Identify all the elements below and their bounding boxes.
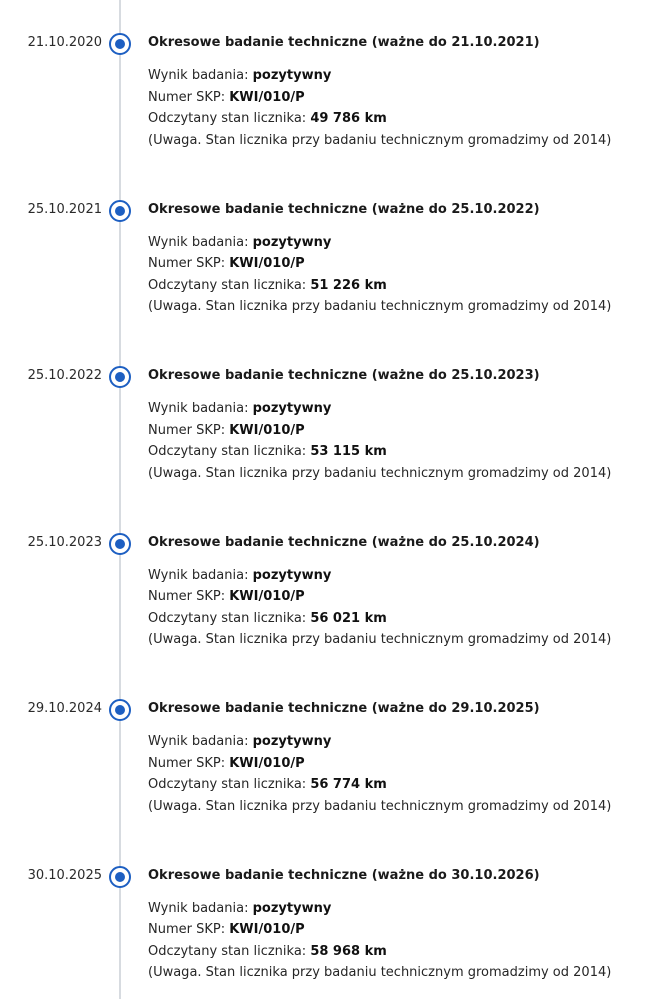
timeline-marker-icon bbox=[109, 200, 131, 222]
timeline-event bbox=[0, 843, 663, 1003]
skp-value: KWI/010/P bbox=[229, 256, 305, 271]
timeline-marker-icon bbox=[109, 33, 131, 55]
marker-dot bbox=[115, 39, 125, 49]
event-title: Okresowe badanie techniczne (ważne do 25.10.2023) bbox=[148, 368, 540, 383]
skp-line bbox=[148, 87, 611, 109]
skp-label: Numer SKP: bbox=[148, 422, 230, 438]
timeline-event bbox=[0, 510, 663, 670]
result-value: pozytywny bbox=[252, 401, 332, 416]
note-line: (Uwaga. Stan licznika przy badaniu technicznym gromadzimy od 2014) bbox=[148, 465, 612, 481]
result-label: Wynik badania: bbox=[148, 900, 253, 916]
note-line: (Uwaga. Stan licznika przy badaniu technicznym gromadzimy od 2014) bbox=[148, 798, 612, 814]
odometer-value: 56 021 km bbox=[310, 610, 387, 626]
event-date: 29.10.2024 bbox=[27, 701, 102, 716]
skp-line bbox=[148, 919, 611, 941]
result-label: Wynik badania: bbox=[148, 234, 253, 250]
odometer-line bbox=[148, 941, 611, 963]
result-value: pozytywny bbox=[252, 234, 332, 250]
result-line bbox=[148, 232, 611, 254]
skp-label: Numer SKP: bbox=[148, 89, 230, 105]
skp-value: KWI/010/P bbox=[229, 755, 305, 771]
timeline-marker-icon bbox=[109, 366, 131, 388]
result-line bbox=[148, 898, 611, 920]
event-date: 25.10.2021 bbox=[27, 201, 102, 217]
result-label: Wynik badania: bbox=[148, 734, 253, 749]
marker-dot bbox=[115, 539, 125, 549]
event-details bbox=[148, 65, 611, 151]
odometer-value: 58 968 km bbox=[310, 943, 387, 959]
timeline-marker-icon bbox=[109, 533, 131, 555]
result-value: pozytywny bbox=[252, 68, 332, 83]
event-date: 25.10.2022 bbox=[27, 368, 102, 383]
event-details bbox=[148, 232, 611, 318]
event-title: Okresowe badanie techniczne (ważne do 30.10.2026) bbox=[148, 867, 540, 883]
skp-value: KWI/010/P bbox=[229, 589, 305, 604]
odometer-label: Odczytany stan licznika: bbox=[148, 277, 311, 293]
skp-value: KWI/010/P bbox=[229, 89, 305, 105]
odometer-line bbox=[148, 108, 611, 130]
timeline-marker-icon bbox=[109, 699, 131, 721]
marker-dot bbox=[115, 372, 125, 382]
note-line: (Uwaga. Stan licznika przy badaniu technicznym gromadzimy od 2014) bbox=[148, 632, 612, 647]
odometer-label: Odczytany stan licznika: bbox=[148, 111, 311, 126]
marker-dot bbox=[115, 206, 125, 216]
event-details bbox=[148, 398, 611, 484]
event-date: 25.10.2023 bbox=[27, 534, 102, 550]
odometer-value: 51 226 km bbox=[310, 277, 387, 293]
note-line: (Uwaga. Stan licznika przy badaniu technicznym gromadzimy od 2014) bbox=[148, 132, 612, 148]
event-title: Okresowe badanie techniczne (ważne do 25.10.2022) bbox=[148, 201, 540, 217]
event-details bbox=[148, 731, 611, 817]
event-date: 21.10.2020 bbox=[27, 35, 102, 50]
skp-line bbox=[148, 753, 611, 775]
skp-label: Numer SKP: bbox=[148, 256, 230, 271]
skp-line bbox=[148, 420, 611, 442]
result-line bbox=[148, 731, 611, 753]
skp-line bbox=[148, 586, 611, 608]
event-details bbox=[148, 565, 611, 651]
skp-value: KWI/010/P bbox=[229, 422, 305, 438]
skp-line bbox=[148, 253, 611, 275]
timeline-event bbox=[0, 177, 663, 337]
odometer-label: Odczytany stan licznika: bbox=[148, 444, 311, 459]
result-line bbox=[148, 565, 611, 587]
odometer-line bbox=[148, 441, 611, 463]
result-value: pozytywny bbox=[252, 567, 332, 583]
marker-dot bbox=[115, 872, 125, 882]
skp-label: Numer SKP: bbox=[148, 922, 230, 937]
odometer-line bbox=[148, 275, 611, 297]
note-line: (Uwaga. Stan licznika przy badaniu technicznym gromadzimy od 2014) bbox=[148, 299, 612, 314]
timeline-event bbox=[0, 343, 663, 503]
result-value: pozytywny bbox=[252, 734, 332, 749]
odometer-value: 49 786 km bbox=[310, 111, 387, 126]
skp-label: Numer SKP: bbox=[148, 755, 230, 771]
odometer-label: Odczytany stan licznika: bbox=[148, 610, 311, 626]
skp-value: KWI/010/P bbox=[229, 922, 305, 937]
result-value: pozytywny bbox=[252, 900, 332, 916]
odometer-value: 53 115 km bbox=[310, 444, 387, 459]
event-date: 30.10.2025 bbox=[27, 867, 102, 883]
event-details bbox=[148, 898, 611, 984]
result-line bbox=[148, 398, 611, 420]
skp-label: Numer SKP: bbox=[148, 589, 230, 604]
odometer-line bbox=[148, 608, 611, 630]
result-label: Wynik badania: bbox=[148, 68, 253, 83]
event-title: Okresowe badanie techniczne (ważne do 29.10.2025) bbox=[148, 701, 540, 716]
marker-dot bbox=[115, 705, 125, 715]
event-title: Okresowe badanie techniczne (ważne do 21.10.2021) bbox=[148, 35, 540, 50]
odometer-label: Odczytany stan licznika: bbox=[148, 943, 311, 959]
result-label: Wynik badania: bbox=[148, 567, 253, 583]
timeline-event bbox=[0, 676, 663, 836]
timeline-marker-icon bbox=[109, 866, 131, 888]
timeline-event bbox=[0, 10, 663, 170]
note-line: (Uwaga. Stan licznika przy badaniu technicznym gromadzimy od 2014) bbox=[148, 965, 612, 980]
odometer-line bbox=[148, 774, 611, 796]
result-label: Wynik badania: bbox=[148, 401, 253, 416]
odometer-value: 56 774 km bbox=[310, 777, 387, 792]
event-title: Okresowe badanie techniczne (ważne do 25.10.2024) bbox=[148, 534, 540, 550]
odometer-label: Odczytany stan licznika: bbox=[148, 777, 311, 792]
result-line bbox=[148, 65, 611, 87]
